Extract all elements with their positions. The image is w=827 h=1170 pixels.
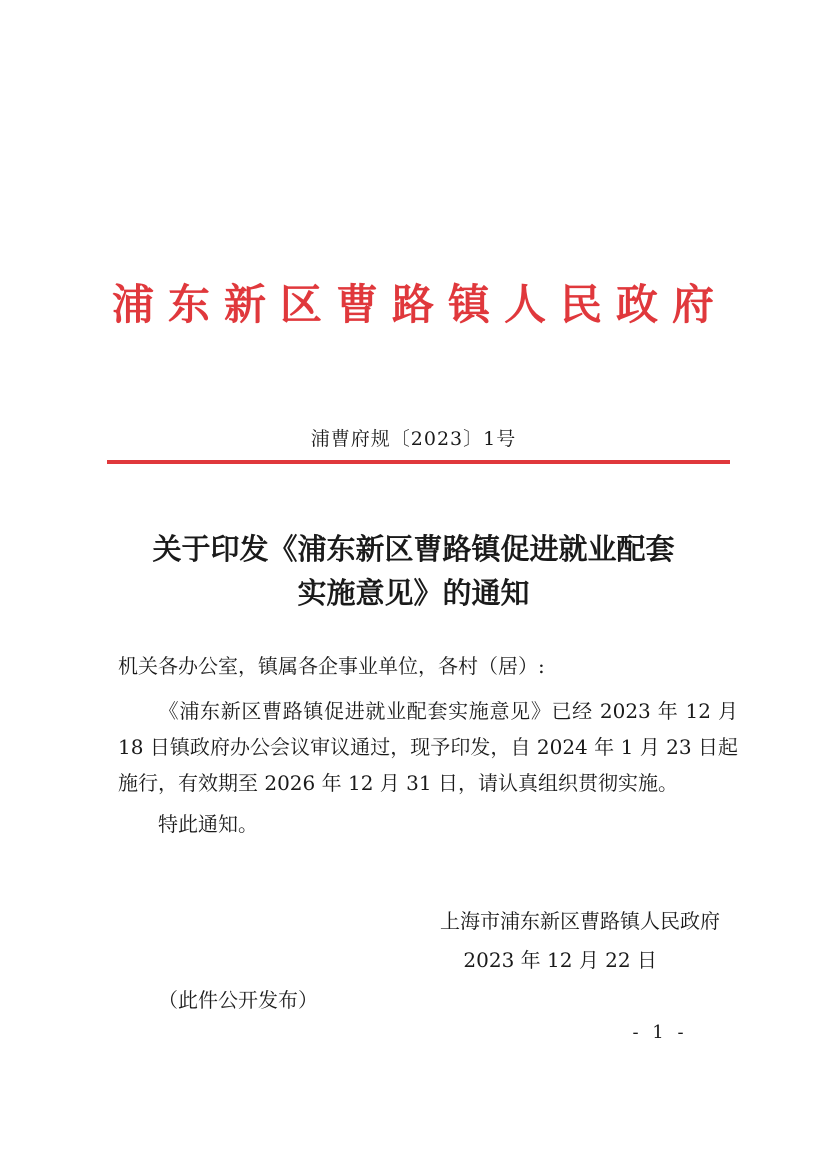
red-divider-line xyxy=(107,460,730,464)
addressee: 机关各办公室，镇属各企事业单位，各村（居）: xyxy=(118,654,545,678)
publication-note: （此件公开发布） xyxy=(158,988,318,1012)
signature-issuer: 上海市浦东新区曹路镇人民政府 xyxy=(440,909,720,933)
page-number: - 1 - xyxy=(632,1022,688,1043)
document-number: 浦曹府规〔2023〕1号 xyxy=(310,428,517,450)
closing-line: 特此通知。 xyxy=(158,812,258,836)
document-title xyxy=(60,527,767,615)
body-paragraph xyxy=(118,693,738,801)
title-line-1: 关于印发《浦东新区曹路镇促进就业配套 xyxy=(152,532,675,566)
issuing-authority-header: 浦东新区曹路镇人民政府 xyxy=(111,280,728,329)
signature-date: 2023 年 12 月 22 日 xyxy=(463,948,657,972)
body-paragraph-text: 《浦东新区曹路镇促进就业配套实施意见》已经 2023 年 12 月 18 日镇政府办公会议审议通过，现予印发，自 2024 年 1 月 23 日起施行，有效期至 2026 年 12 月 31 日，请认真组织贯彻实施。 xyxy=(118,699,738,795)
title-line-2: 实施意见》的通知 xyxy=(297,576,530,610)
